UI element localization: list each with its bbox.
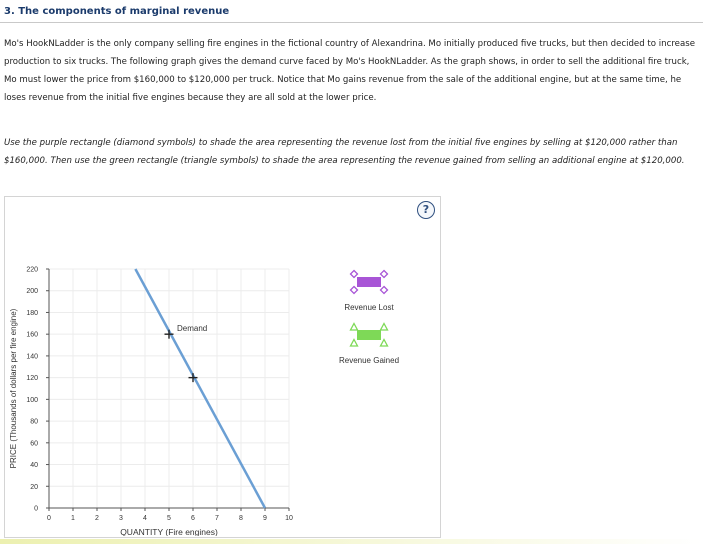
diamond-symbol xyxy=(351,271,358,278)
triangle-symbol xyxy=(351,340,358,347)
y-tick-label: 180 xyxy=(26,309,38,317)
triangle-symbol xyxy=(351,324,358,331)
revenue-gained-tool-shape xyxy=(357,330,381,340)
demand-chart[interactable] xyxy=(4,196,439,536)
x-axis-title: QUANTITY (Fire engines) xyxy=(120,527,218,536)
x-tick-label: 9 xyxy=(263,515,267,522)
revenue-gained-label: Revenue Gained xyxy=(338,356,400,365)
diamond-symbol xyxy=(351,287,358,294)
x-tick-label: 3 xyxy=(119,515,123,522)
x-tick-label: 10 xyxy=(285,515,293,522)
x-tick-label: 1 xyxy=(71,515,75,522)
y-tick-label: 100 xyxy=(26,396,38,404)
y-axis-title: PRICE (Thousands of dollars per fire engine) xyxy=(9,308,18,469)
y-tick-label: 80 xyxy=(30,418,38,426)
revenue-lost-tool-shape xyxy=(357,277,381,287)
diamond-symbol xyxy=(381,271,388,278)
title-divider xyxy=(0,22,703,23)
x-tick-label: 0 xyxy=(47,515,51,522)
question-title: 3. The components of marginal revenue xyxy=(4,6,230,17)
question-paragraph-1: Mo's HookNLadder is the only company selling fire engines in the fictional country of Alexandrina. Mo initially produced five trucks, but then decided to increase production to six trucks. The following graph gives the demand curve faced by Mo's HookNLadder. As the graph shows, in order to sell the additional fire truck, Mo must lower the price from $160,000 to $120,000 per truck. Notice that Mo gains revenue from the sale of the additional engine, but at the same time, he loses revenue from the initial five engines because they are all sold at the lower price. xyxy=(4,39,695,103)
x-tick-label: 8 xyxy=(239,515,243,522)
revenue-lost-tool[interactable] xyxy=(351,271,388,294)
revenue-lost-label: Revenue Lost xyxy=(344,303,394,312)
y-tick-label: 160 xyxy=(26,331,38,339)
y-tick-label: 40 xyxy=(30,462,38,470)
bottom-bar xyxy=(0,539,703,544)
diamond-symbol xyxy=(381,287,388,294)
demand-curve xyxy=(135,269,265,508)
triangle-symbol xyxy=(381,340,388,347)
x-tick-label: 7 xyxy=(215,515,219,522)
triangle-symbol xyxy=(381,324,388,331)
y-tick-label: 60 xyxy=(30,440,38,448)
revenue-gained-tool[interactable] xyxy=(351,324,388,347)
x-tick-label: 5 xyxy=(167,515,171,522)
x-tick-label: 6 xyxy=(191,515,195,522)
x-tick-label: 2 xyxy=(95,515,99,522)
y-tick-label: 0 xyxy=(34,505,38,513)
y-tick-label: 120 xyxy=(26,375,38,383)
demand-label: Demand xyxy=(177,324,208,334)
y-tick-label: 200 xyxy=(26,288,38,296)
x-tick-label: 4 xyxy=(143,515,147,522)
question-instructions: Use the purple rectangle (diamond symbols) to shade the area representing the revenue lost from the initial five engines by selling at $120,000 rather than $160,000. Then use the green rectangle (triangle symbols) to shade the area representing the revenue gained from selling an additional engine at $120,000. xyxy=(4,138,685,166)
y-tick-label: 20 xyxy=(30,483,38,491)
help-icon[interactable]: ? xyxy=(417,201,435,219)
y-tick-label: 220 xyxy=(26,266,38,274)
y-tick-label: 140 xyxy=(26,353,38,361)
